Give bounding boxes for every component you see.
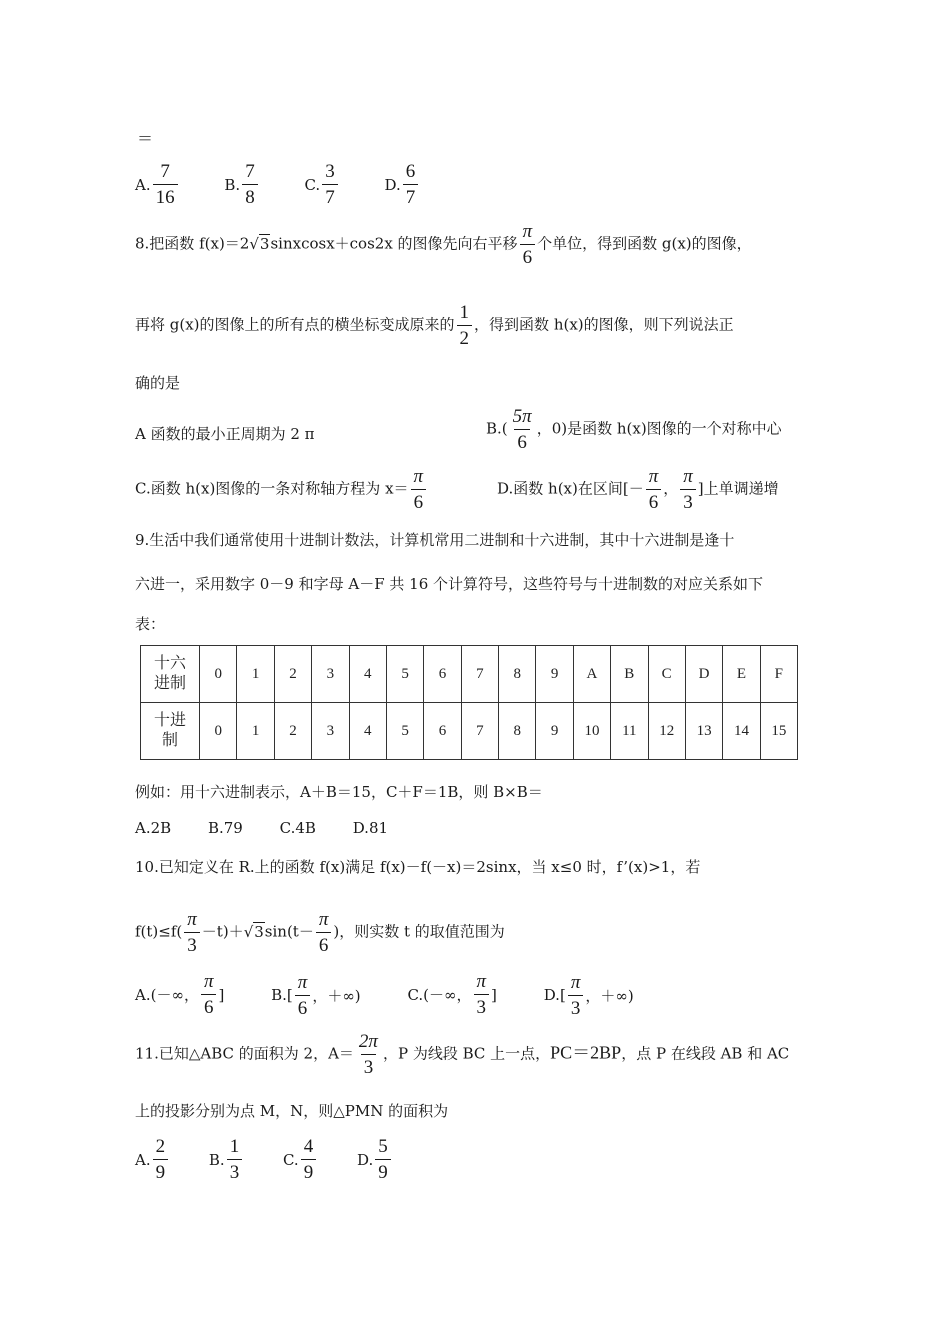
- table-cell: 1: [237, 646, 274, 703]
- denominator: 6: [295, 995, 311, 1018]
- fraction: [510, 407, 535, 452]
- text: B.(: [486, 419, 508, 438]
- option-label: C.: [304, 175, 321, 194]
- q9-line-2: 六进一，采用数字 0－9 和字母 A－F 共 16 个计算符号，这些符号与十进制数的对应关系如下: [135, 575, 764, 593]
- text: ]上单调递增: [697, 479, 779, 498]
- fraction: [411, 467, 427, 512]
- q9-line-3: 表：: [135, 615, 166, 633]
- text: ]: [218, 985, 225, 1004]
- q11-line-2: 上的投影分别为点 M，N，则△PMN 的面积为: [135, 1102, 449, 1120]
- denominator: 6: [201, 994, 217, 1017]
- table-cell: F: [760, 646, 797, 703]
- text: ，＋∞): [585, 986, 634, 1005]
- fraction: [227, 1137, 243, 1182]
- text: )，则实数 t 的取值范围为: [333, 922, 505, 941]
- numerator: π: [570, 971, 581, 993]
- sqrt-expression: √3: [249, 234, 270, 253]
- q9-example: 例如：用十六进制表示，A＋B＝15，C＋F＝1B，则 B×B＝: [135, 783, 543, 801]
- q7-option-c: [304, 162, 339, 207]
- numerator: 5: [378, 1136, 388, 1157]
- denominator: 3: [474, 994, 490, 1017]
- text: D.函数 h(x)在区间[－: [497, 479, 644, 498]
- denominator: 6: [316, 932, 332, 955]
- text: 8.把函数 f(x)＝2: [135, 234, 250, 253]
- table-row-hex: [141, 646, 798, 703]
- table-cell: D: [685, 646, 722, 703]
- denominator: 9: [375, 1159, 391, 1182]
- radicand: 3: [254, 922, 264, 941]
- denominator: 6: [514, 429, 530, 452]
- text: sinxcosx＋cos2x 的图像先向右平移: [270, 234, 518, 253]
- q8-line-3: 确的是: [135, 374, 181, 392]
- hex-decimal-table: [140, 645, 798, 760]
- header-text: 十进: [153, 712, 186, 729]
- denominator: 6: [411, 489, 427, 512]
- table-cell: 14: [723, 703, 760, 760]
- denominator: 6: [646, 489, 662, 512]
- text: ，点 P 在线段 AB 和 AC: [621, 1044, 790, 1063]
- text: C.函数 h(x)图像的一条对称轴方程为 x＝: [135, 479, 409, 498]
- denominator: 3: [568, 995, 584, 1018]
- numerator: π: [683, 466, 693, 487]
- fraction: [356, 1032, 381, 1077]
- text: 再将 g(x)的图像上的所有点的横坐标变成原来的: [135, 315, 455, 334]
- table-cell: 5: [386, 646, 423, 703]
- q7-option-b: [224, 162, 259, 207]
- table-cell: 1: [237, 703, 274, 760]
- q8-line-2: [135, 303, 734, 348]
- text: ]: [491, 985, 497, 1004]
- numerator: 1: [459, 302, 470, 323]
- q10-option-c: [407, 972, 496, 1017]
- option-label: A.: [135, 175, 151, 194]
- table-cell: 3: [312, 703, 349, 760]
- numerator: π: [522, 221, 533, 242]
- top-equals-sign: ＝: [137, 129, 154, 148]
- q11-option-a: [135, 1137, 170, 1182]
- fraction: [316, 910, 332, 955]
- table-cell: 2: [274, 646, 311, 703]
- q8-option-a: A 函数的最小正周期为 2 π: [135, 425, 315, 443]
- text: 个单位，得到函数 g(x)的图像，: [537, 234, 752, 253]
- q10-option-d: [544, 973, 634, 1018]
- denominator: 2: [457, 325, 473, 348]
- fraction: [646, 467, 662, 512]
- table-cell: A: [573, 646, 610, 703]
- text: C.(－∞，: [407, 986, 472, 1004]
- text: －t)＋: [201, 922, 244, 941]
- q9-option-d: D.81: [352, 819, 389, 837]
- fraction: [680, 467, 696, 512]
- table-cell: E: [723, 646, 760, 703]
- numerator: 4: [303, 1136, 314, 1157]
- q8-option-d: [497, 467, 779, 512]
- math-expression: PC＝2BP: [550, 1042, 622, 1063]
- text: A.(－∞，: [135, 986, 199, 1004]
- numerator: π: [187, 909, 197, 930]
- numerator: 2: [155, 1136, 166, 1157]
- denominator: 3: [361, 1054, 377, 1077]
- q10-option-a: [135, 972, 224, 1017]
- denominator: 3: [184, 932, 200, 955]
- numerator: 7: [160, 161, 170, 182]
- table-cell: 8: [499, 703, 536, 760]
- q9-option-c: C.4B: [279, 819, 316, 837]
- q11-option-d: [357, 1137, 393, 1182]
- text: 11.已知△ABC 的面积为 2，A＝: [135, 1044, 354, 1063]
- table-cell: 4: [349, 646, 386, 703]
- row-header-hex: [141, 646, 200, 703]
- fraction: [242, 162, 258, 207]
- table-cell: 6: [424, 646, 461, 703]
- q11-line-1: [135, 1032, 789, 1077]
- table-cell: 7: [461, 646, 498, 703]
- denominator: 7: [322, 184, 338, 207]
- numerator: 6: [405, 161, 416, 182]
- table-cell: 7: [461, 703, 498, 760]
- fraction: [403, 162, 419, 207]
- q10-line-2: [135, 910, 505, 955]
- fraction: [295, 973, 311, 1018]
- header-text: 制: [161, 732, 178, 749]
- numerator: π: [413, 466, 424, 487]
- denominator: 8: [242, 184, 258, 207]
- q8-option-b: [486, 407, 782, 452]
- table-cell: 10: [573, 703, 610, 760]
- q8-line-1: [135, 222, 752, 267]
- fraction: [153, 162, 178, 207]
- q11-option-c: [283, 1137, 318, 1182]
- radicand: 3: [259, 234, 270, 253]
- table-cell: 9: [536, 646, 573, 703]
- text: D.[: [543, 986, 566, 1004]
- table-cell: 4: [349, 703, 386, 760]
- denominator: 9: [301, 1159, 317, 1182]
- q9-line-1: 9.生活中我们通常使用十进制计数法，计算机常用二进制和十六进制，其中十六进制是逢十: [135, 531, 735, 549]
- fraction: [184, 910, 200, 955]
- numerator: π: [203, 971, 214, 992]
- q9-option-a: A.2B: [135, 819, 172, 837]
- text: ，＋∞): [312, 986, 361, 1005]
- table-row-decimal: [141, 703, 798, 760]
- option-label: D.: [356, 1150, 374, 1169]
- numerator: π: [297, 971, 308, 993]
- option-label: B.: [208, 1150, 225, 1169]
- text: sin(t－: [264, 922, 314, 941]
- q8-option-c: [135, 467, 428, 512]
- q7-option-d: [384, 162, 420, 207]
- fraction: [153, 1137, 169, 1182]
- option-label: A.: [135, 1150, 151, 1169]
- table-cell: 11: [611, 703, 648, 760]
- q10-options: [135, 972, 634, 1018]
- table-cell: 8: [499, 646, 536, 703]
- numerator: π: [476, 971, 487, 992]
- q10-line-1: 10.已知定义在 R.上的函数 f(x)满足 f(x)－f(－x)＝2sinx，当 x≤0 时，f’(x)>1，若: [135, 858, 701, 876]
- table-cell: 0: [200, 646, 237, 703]
- table-cell: 2: [274, 703, 311, 760]
- option-label: B.: [224, 175, 241, 194]
- denominator: 9: [153, 1159, 169, 1182]
- text: f(t)≤f(: [135, 922, 183, 941]
- text: ，得到函数 h(x)的图像，则下列说法正: [474, 315, 734, 334]
- denominator: 6: [520, 244, 536, 267]
- table-cell: C: [648, 646, 685, 703]
- row-header-decimal: [141, 703, 200, 760]
- table-cell: 9: [536, 703, 573, 760]
- table-cell: 6: [424, 703, 461, 760]
- q11-options: [135, 1137, 393, 1182]
- text: B.[: [271, 986, 293, 1004]
- q9-options: [135, 819, 388, 837]
- denominator: 3: [680, 489, 696, 512]
- table-cell: B: [611, 646, 648, 703]
- text: ，: [663, 479, 679, 498]
- table-cell: 15: [760, 703, 797, 760]
- fraction: [520, 222, 536, 267]
- option-label: D.: [384, 175, 401, 194]
- text: ，0)是函数 h(x)图像的一个对称中心: [536, 419, 782, 438]
- fraction: [457, 303, 473, 348]
- header-text: 十六: [153, 655, 186, 672]
- table-cell: 12: [648, 703, 685, 760]
- denominator: 7: [403, 184, 419, 207]
- numerator: π: [648, 466, 659, 487]
- option-label: C.: [282, 1150, 299, 1169]
- header-text: 进制: [153, 675, 186, 692]
- text: ，P 为线段 BC 上一点，: [382, 1044, 551, 1063]
- numerator: 5π: [512, 406, 532, 427]
- fraction: [322, 162, 338, 207]
- q11-option-b: [209, 1137, 244, 1182]
- fraction: [201, 972, 217, 1017]
- fraction: [375, 1137, 391, 1182]
- numerator: 1: [229, 1136, 240, 1157]
- table-cell: 3: [312, 646, 349, 703]
- fraction: [301, 1137, 317, 1182]
- q7-options: [135, 162, 420, 207]
- denominator: 16: [153, 184, 178, 207]
- q10-option-b: [271, 973, 361, 1018]
- numerator: π: [318, 909, 329, 930]
- numerator: 3: [325, 161, 335, 182]
- fraction: [474, 972, 490, 1017]
- table-cell: 13: [685, 703, 722, 760]
- numerator: 2π: [358, 1031, 378, 1052]
- q7-option-a: [135, 162, 180, 207]
- fraction: [568, 973, 584, 1018]
- table-cell: 5: [386, 703, 423, 760]
- table-cell: 0: [200, 703, 237, 760]
- denominator: 3: [227, 1159, 243, 1182]
- numerator: 7: [245, 161, 255, 182]
- sqrt-expression: √3: [243, 922, 264, 941]
- q9-option-b: B.79: [207, 819, 243, 837]
